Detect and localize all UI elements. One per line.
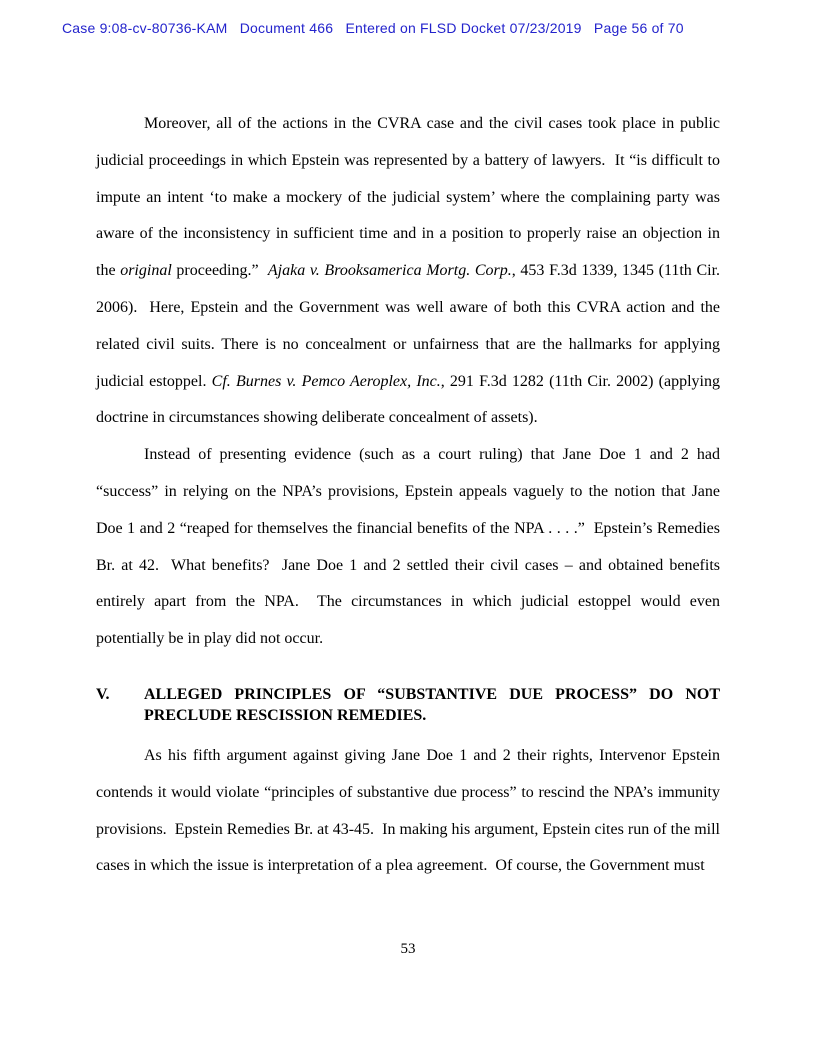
page-number: 53 <box>400 941 416 957</box>
section-title-line-1: ALLEGED PRINCIPLES OF “SUBSTANTIVE DUE PROCESS” DO NOT <box>144 685 720 703</box>
section-title <box>144 684 720 726</box>
section-heading-v <box>96 684 720 726</box>
section-title-line-2: PRECLUDE RESCISSION REMEDIES. <box>144 706 427 724</box>
paragraph-substantive-due-process: As his fifth argument against giving Jane Doe 1 and 2 their rights, Intervenor Epstein contends it would violate “principles of substantive due process” to rescind the NPA’s immunity provisions. Epstein Remedies Br. at 43-45. In making his argument, Epstein cites run of the mill cases in which the issue is interpretation of a plea agreement. Of course, the Government must <box>96 746 724 875</box>
paragraph-no-success-evidence: Instead of presenting evidence (such as a court ruling) that Jane Doe 1 and 2 had “success” in relying on the NPA’s provisions, Epstein appeals vaguely to the notion that Jane Doe 1 and 2 “reaped for themselves the financial benefits of the NPA . . . .” Epstein’s Remedies Br. at 42. What benefits? Jane Doe 1 and 2 settled their civil cases – and obtained benefits entirely apart from the NPA. The circumstances in which judicial estoppel would even potentially be in play did not occur. <box>96 446 724 648</box>
document-body <box>96 106 725 885</box>
case-caption-header: Case 9:08-cv-80736-KAM Document 466 Entered on FLSD Docket 07/23/2019 Page 56 of 70 <box>62 20 684 36</box>
section-number: V. <box>96 685 110 703</box>
paragraph-judicial-estoppel: Moreover, all of the actions in the CVRA case and the civil cases took place in public judicial proceedings in which Epstein was represented by a battery of lawyers. It “is difficult to impute an intent ‘to make a mockery of the judicial system’ where the complaining party was aware of the inconsistency in sufficient time and in a position to properly raise an objection in the original proceeding.” Ajaka v. Brooksamerica Mortg. Corp., 453 F.3d 1339, 1345 (11th Cir. 2006). Here, Epstein and the Government was well aware of both this CVRA action and the related civil suits. There is no concealment or unfairness that are the hallmarks for applying judicial estoppel. Cf. Burnes v. Pemco Aeroplex, Inc., 291 F.3d 1282 (11th Cir. 2002) (applying doctrine in circumstances showing deliberate concealment of assets). <box>96 115 725 427</box>
